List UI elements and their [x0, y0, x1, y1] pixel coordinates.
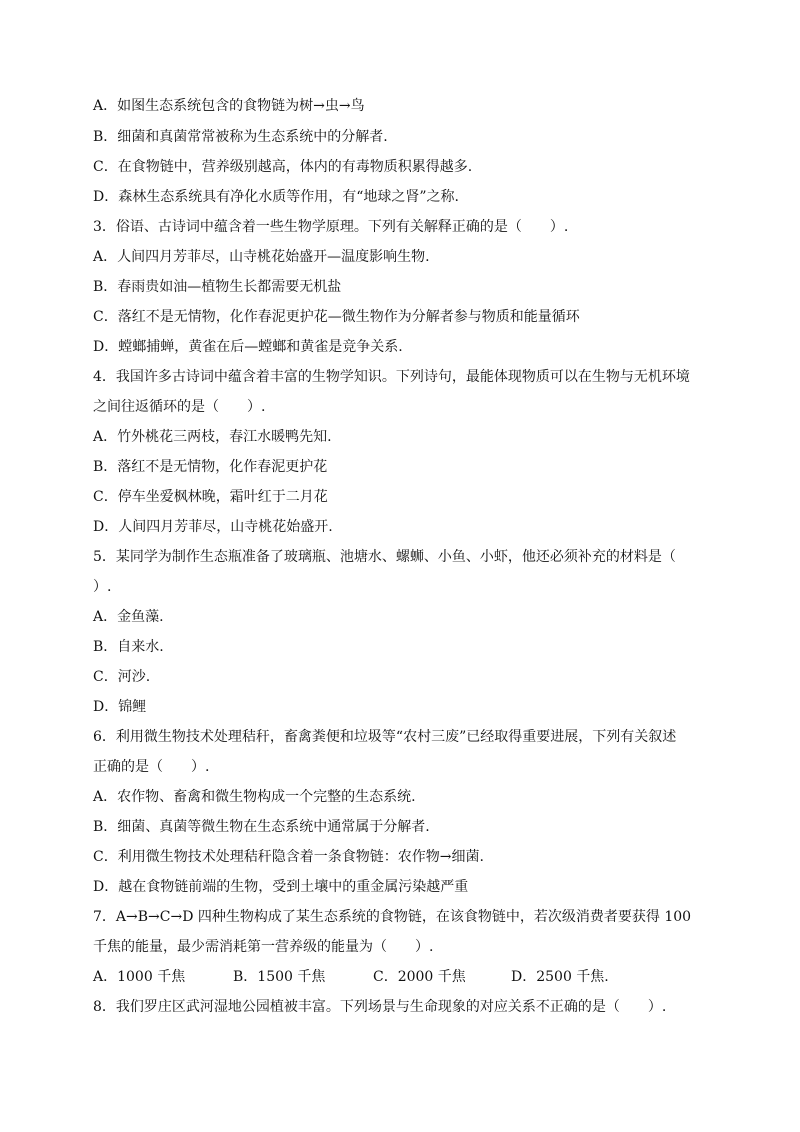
q8-question: 8．我们罗庄区武河湿地公园植被丰富。下列场景与生命现象的对应关系不正确的是（ ）.	[93, 999, 667, 1015]
q6-question-cont: 正确的是（ ）.	[93, 759, 210, 775]
q3-question: 3．俗语、古诗词中蕴含着一些生物学原理。下列有关解释正确的是（ ）.	[93, 219, 569, 235]
q7-option-a: A．1000 千焦	[93, 969, 186, 985]
q6-question: 6．利用微生物技术处理秸秆，畜禽粪便和垃圾等“农村三废”已经取得重要进展，下列有关叙述	[93, 729, 677, 745]
q6-option-b: B．细菌、真菌等微生物在生态系统中通常属于分解者.	[93, 819, 430, 835]
q5-option-b: B．自来水.	[93, 639, 164, 655]
q3-option-d: D．螳螂捕蝉，黄雀在后—螳螂和黄雀是竞争关系.	[93, 339, 403, 355]
q2-option-c: C．在食物链中，营养级别越高，体内的有毒物质积累得越多.	[93, 159, 473, 175]
q4-question: 4．我国许多古诗词中蕴含着丰富的生物学知识。下列诗句，最能体现物质可以在生物与无机环境	[93, 369, 690, 385]
q7-option-b: B．1500 千焦	[233, 969, 326, 985]
q4-option-b: B．落红不是无情物，化作春泥更护花	[93, 459, 328, 475]
q2-option-d: D．森林生态系统具有净化水质等作用，有“地球之肾”之称.	[93, 189, 459, 205]
q2-option-a: A．如图生态系统包含的食物链为树→虫→鸟	[93, 98, 365, 114]
q5-question: 5．某同学为制作生态瓶准备了玻璃瓶、池塘水、螺蛳、小鱼、小虾，他还必须补充的材料是（	[93, 549, 676, 565]
q7-option-c: C．2000 千焦	[373, 969, 466, 985]
q6-option-c: C．利用微生物技术处理秸秆隐含着一条食物链：农作物→细菌.	[93, 849, 484, 865]
q7-question: 7．A→B→C→D 四种生物构成了某生态系统的食物链，在该食物链中，若次级消费者要获得 100	[93, 909, 692, 925]
q5-option-c: C．河沙.	[93, 669, 151, 685]
q6-option-a: A．农作物、畜禽和微生物构成一个完整的生态系统.	[93, 789, 416, 805]
q3-option-c: C．落红不是无情物，化作春泥更护花—微生物作为分解者参与物质和能量循环	[93, 309, 580, 325]
q3-option-b: B．春雨贵如油—植物生长都需要无机盐	[93, 279, 342, 295]
q7-options	[93, 968, 713, 986]
q7-question-cont: 千焦的能量，最少需消耗第一营养级的能量为（ ）.	[93, 939, 434, 955]
q7-option-d: D．2500 千焦.	[511, 969, 609, 985]
q5-question-cont: ）.	[93, 579, 112, 595]
q2-option-b: B．细菌和真菌常常被称为生态系统中的分解者.	[93, 129, 388, 145]
q6-option-d: D．越在食物链前端的生物，受到土壤中的重金属污染越严重	[93, 879, 469, 895]
q4-question-cont: 之间往返循环的是（ ）.	[93, 399, 266, 415]
q5-option-d: D．锦鲤	[93, 699, 147, 715]
q4-option-c: C．停车坐爱枫林晚，霜叶红于二月花	[93, 489, 328, 505]
q4-option-d: D．人间四月芳菲尽，山寺桃花始盛开.	[93, 519, 333, 535]
q4-option-a: A．竹外桃花三两枝，春江水暖鸭先知.	[93, 429, 332, 445]
q3-option-a: A．人间四月芳菲尽，山寺桃花始盛开—温度影响生物.	[93, 249, 430, 265]
q5-option-a: A．金鱼藻.	[93, 609, 164, 625]
